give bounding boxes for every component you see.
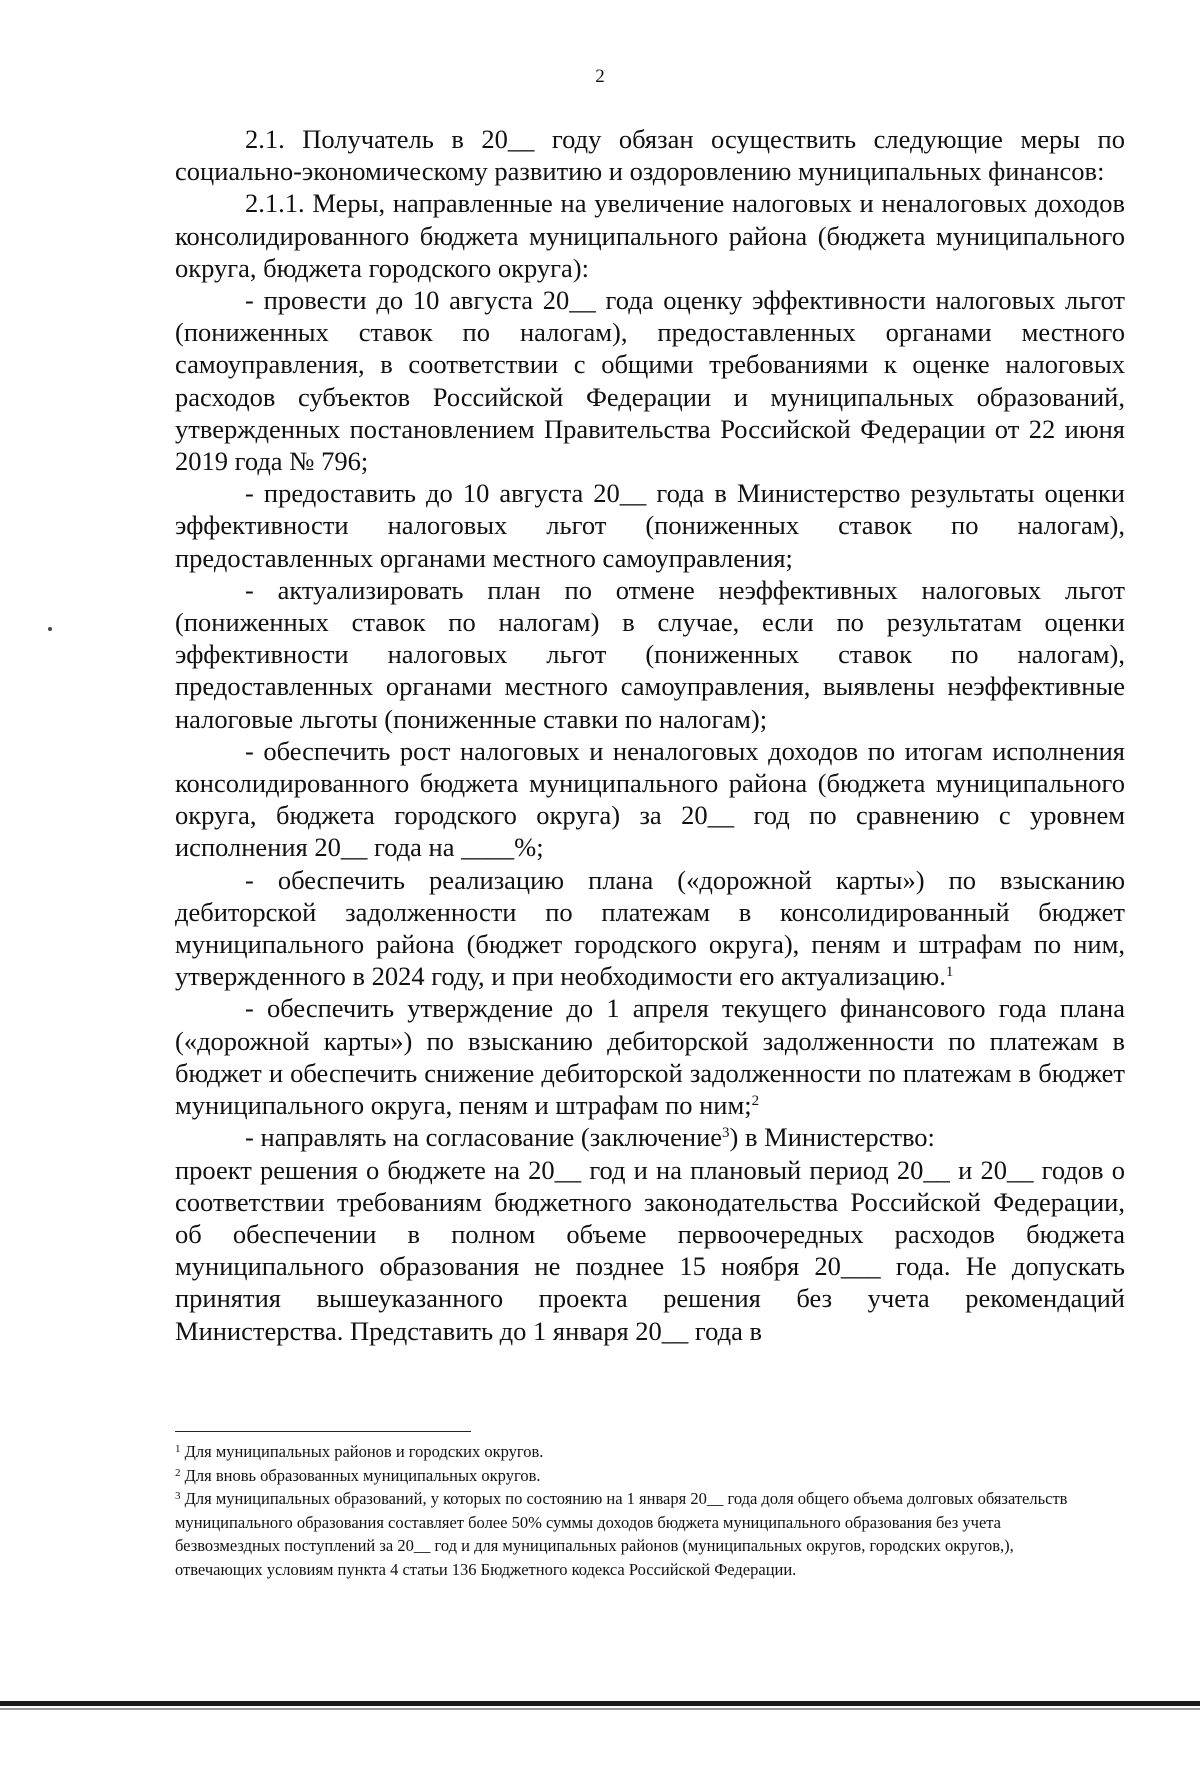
footnote-separator [175, 1431, 471, 1432]
send-for-approval-text-start: - направлять на согласование (заключение [245, 1122, 723, 1153]
footnote-ref-1: 1 [945, 964, 954, 981]
footnote-mark-3: 3 [175, 1490, 181, 1503]
footnotes [175, 1440, 1085, 1582]
list-item-update-cancellation-plan: - актуализировать план по отмене неэффективных налоговых льгот (пониженных ставок по налогам) в случае, если по результатам оценки эффективности налоговых льгот (пониженных ставок по налогам), предоставленных органами местного самоуправления, выявлены неэффективные налоговые льготы (пониженные ставки по налогам); [175, 574, 1125, 734]
list-item-approve-roadmap [175, 992, 1125, 1121]
footnote-ref-2: 2 [751, 1093, 760, 1110]
scan-artifact-dot [48, 627, 52, 631]
list-item-receivables-roadmap-text: - обеспечить реализацию плана («дорожной карты») по взысканию дебиторской задолженности по платежам в консолидированный бюджет муниципального района (бюджет городского округа), пеням и штрафам по ним, утвержденного в 2024 году, и при необходимости его актуализацию. [175, 864, 1125, 992]
paragraph-2-1-1: 2.1.1. Меры, направленные на увеличение налоговых и неналоговых доходов консолидированного бюджета муниципального района (бюджета муниципального округа, бюджета городского округа): [175, 188, 1125, 283]
scan-edge-shadow [0, 1708, 1200, 1710]
paragraph-budget-draft: проект решения о бюджете на 20__ год и на плановый период 20__ и 20__ годов о соответствии требованиям бюджетного законодательства Российской Федерации, об обеспечении в полном объеме первоочередных расходов бюджета муниципального образования не позднее 15 ноября 20___ года. Не допускать принятия вышеуказанного проекта решения без учета рекомендаций Министерства. Представить до 1 января 20__ года в [175, 1154, 1125, 1346]
list-item-tax-benefit-assessment: - провести до 10 августа 20__ года оценку эффективности налоговых льгот (пониженных ставок по налогам), предоставленных органами местного самоуправления, в соответствии с общими требованиями к оценке налоговых расходов субъектов Российской Федерации и муниципальных образований, утвержденных постановлением Правительства Российской Федерации от 22 июня 2019 года № 796; [175, 285, 1125, 477]
list-item-ensure-revenue-growth: - обеспечить рост налоговых и неналоговых доходов по итогам исполнения консолидированного бюджета муниципального района (бюджета муниципального округа, бюджета городского округа) за 20__ год по сравнению с уровнем исполнения 20__ года на ____%; [175, 735, 1125, 863]
send-for-approval-text-end: ) в Министерство: [729, 1122, 935, 1153]
page-number: 2 [595, 66, 605, 87]
list-item-approve-roadmap-text: - обеспечить утверждение до 1 апреля текущего финансового года плана («дорожной карты») по взысканию дебиторской задолженности по платежам в бюджет и обеспечить снижение дебиторской задолженности по платежам в бюджет муниципального округа, пеням и штрафам по ним; [175, 993, 1125, 1121]
footnote-2 [175, 1464, 1085, 1488]
footnote-mark-1: 1 [175, 1443, 181, 1455]
footnote-text-1: Для муниципальных районов и городских округов. [180, 1442, 544, 1461]
footnote-ref-3: 3 [722, 1125, 730, 1142]
document-body [175, 123, 1125, 1347]
footnote-text-2: Для вновь образованных муниципальных округов. [180, 1465, 541, 1485]
footnote-1 [175, 1440, 1085, 1464]
scan-edge-line [0, 1701, 1200, 1706]
footnote-3 [175, 1487, 1085, 1581]
paragraph-2-1: 2.1. Получатель в 20__ году обязан осуществить следующие меры по социально-экономическому развитию и оздоровлению муниципальных финансов: [175, 124, 1125, 187]
list-item-submit-assessment-results: - предоставить до 10 августа 20__ года в Министерство результаты оценки эффективности налоговых льгот (пониженных ставок по налогам), предоставленных органами местного самоуправления; [175, 478, 1125, 573]
list-item-send-for-approval [175, 1121, 1125, 1153]
footnote-mark-2: 2 [175, 1466, 181, 1479]
list-item-receivables-roadmap [175, 864, 1125, 993]
footnote-text-3: Для муниципальных образований, у которых по состоянию на 1 января 20__ года доля общего объема долговых обязательств муниципального образования составляет более 50% суммы доходов бюджета муниципального образования без учета безвозмездных поступлений за 20__ год и для муниципальных районов (муниципальных округов, городских округов,), отвечающих условиям пункта 4 статьи 136 Бюджетного кодекса Российской Федерации. [175, 1489, 1068, 1579]
